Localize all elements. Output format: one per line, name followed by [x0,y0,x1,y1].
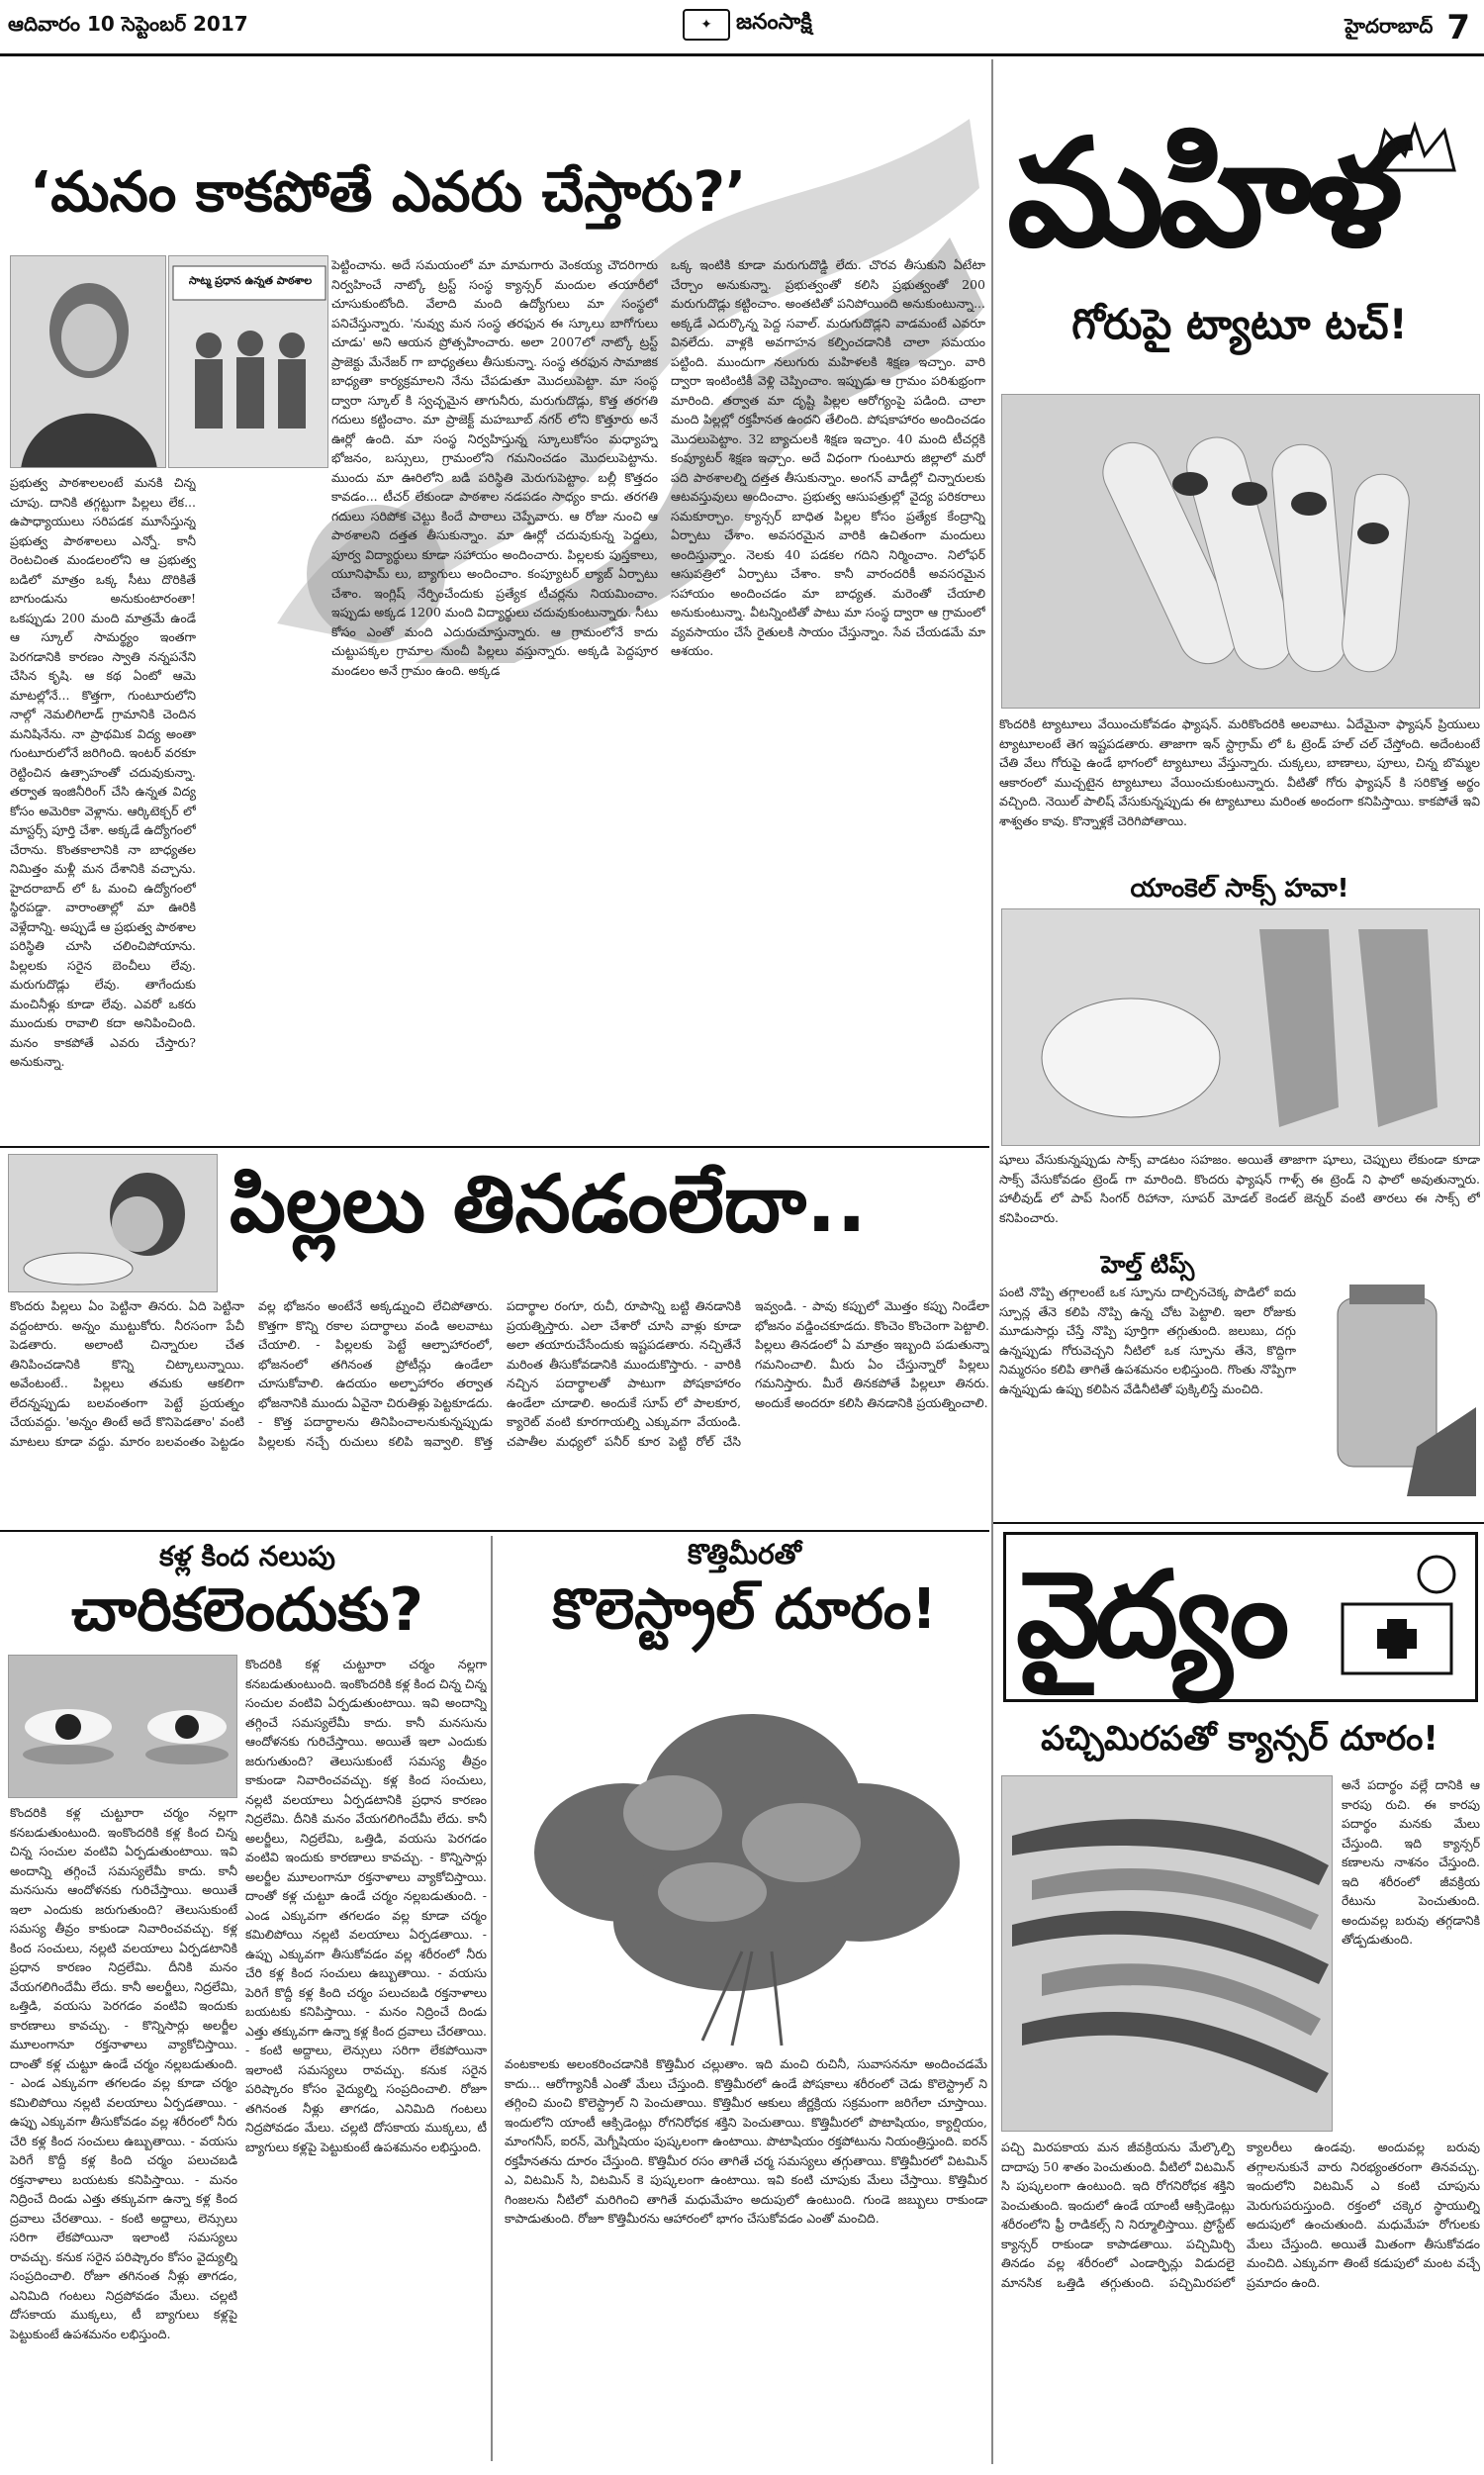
health-tips-headline: హెల్త్ టిప్స్ [1100,1251,1195,1279]
header-city: హైదరాబాద్ [1345,13,1434,38]
hand-nails-icon [1002,395,1480,709]
story3-divider [491,1536,493,2461]
photo-nail-tattoo [1001,394,1480,709]
story4-body: వంటకాలకు అలంకరించడానికి కొత్తిమీర చల్లుతాం. ఇది మంచి రుచినీ, సువాసననూ అందించడమే కాదు... ఆరోగ్యానికీ ఎంతో మేలు చేస్తుంది. కొత్తిమీరలో ఉండే పోషకాలు శరీరంలో చెడు కొలెస్ట్రాల్ ని తగ్గించి మంచి కొలెస్ట్రాల్ ని పెంచుతాయి. కొత్తిమీర ఆకులు జీర్ణక్రియ సక్రమంగా జరిగేలా చూస్తాయి. ఇందులోని యాంటీ ఆక్సిడెంట్లు రోగనిరోధక శక్తిని పెంచుతాయి. కొత్తిమీరలో పొటాషియం, క్యాల్షియం, మాంగనీస్, ఐరన్, మెగ్నీషియం పుష్కలంగా ఉంటాయి. పొటాషియం రక్తపోటును నియంత్రిస్తుంది. ఐరన్ రక్తహీనతను దూరం చేస్తుంది. కొత్తిమీర రసం తాగితే చర్మ సమస్యలు తగ్గుతాయి. కొత్తిమీరలో విటమిన్ ఎ, విటమిన్ సి, విటమిన్ కె పుష్కలంగా ఉంటాయి. ఇవి కంటి చూపుకు మేలు చేస్తాయి. కొత్తిమీర గింజలను నీటిలో మరిగించి తాగితే మధుమేహం అదుపులో ఉంటుంది. గుండె జబ్బులు రాకుండా కాపాడుతుంది. రోజూ కొత్తిమీరను ఆహారంలో భాగం చేసుకోవడం ఎంతో మంచిది. [505,2056,987,2226]
mahila-caption: కొందరికి ట్యాటూలు వేయించుకోవడం ఫ్యాషన్. మరికొందరికి అలవాటు. ఏదేమైనా ఫ్యాషన్ ప్రియులు ట్యాటూలంటే తెగ ఇష్టపడతారు. తాజాగా ఇన్ స్టాగ్రామ్ లో ఓ ట్రెండ్ హల్ చల్ చేస్తోంది. అదేంటంటే చేతి వేలు గోరుపై ఉండే భాగంలో ట్యాటూలు వేస్తున్నారు. చుక్కలు, బాణాలు, పూలు, చిన్న బొమ్మల ఆకారంలో ముచ్చటైన ట్యాటూలు వేయించుకుంటున్నారు. వీటితో గోరు ఫ్యాషన్ కి సరికొత్త అర్థం వచ్చింది. నెయిల్ పాలిష్ వేసుకున్నప్పుడు ఈ ట్యాటూలు మరింత అందంగా కనిపిస్తాయి. కాకపోతే ఇవి శాశ్వతం కావు. కొన్నాళ్లకే చెరిగిపోతాయి. [999,716,1480,828]
story2-headline: పిల్లలు తినడంలేదా.. [230,1158,867,1250]
woman-portrait-icon [11,256,166,468]
newspaper-logo [683,6,881,44]
story1-rule [0,1146,989,1148]
coriander-leaves-icon [505,1655,987,2050]
photo-eye-dark-circles [8,1655,237,1798]
story2-rule [0,1530,989,1532]
photo-coriander [505,1655,987,2050]
story3-kicker: కళ్ల కింద నలుపు [159,1540,335,1572]
photo-ankle-socks [1001,908,1480,1146]
newspaper-name: జనంసాక్షి [736,10,812,35]
school-signboard: సాట్మ ప్రధాన ఉన్నత పాఠశాల [188,274,313,287]
child-eating-icon [9,1155,218,1292]
ankle-socks-headline: యాంకెల్ సాక్స్ హవా! [1130,874,1349,904]
vaidyam-masthead: వైద్యం [1016,1545,1284,1684]
story2-body: కొందరు పిల్లలు ఏం పెట్టినా తినరు. ఏది పెట్టినా వద్దంటారు. అన్నం ముట్టుకోరు. నీరసంగా పేచీ పెడతారు. అలాంటి చిన్నారుల చేత తినిపించడానికి కొన్ని చిట్కాలున్నాయి. అవేంటంటే.. పిల్లలు తమకు ఆకలిగా లేదన్నప్పుడు బలవంతంగా పెట్టే ప్రయత్నం చేయవద్దు. 'అన్నం తింటే అదే కొనిపెడతాం' వంటి మాటలు కూడా వద్దు. మారం బలవంతం పెట్టడం వల్ల భోజనం అంటేనే అక్కడ్నుంచి లేచిపోతారు. కొత్తగా కొన్ని రకాల పదార్థాలు వండి అలవాటు చేయాలి. - పిల్లలకు పెట్టే ఆల్పాహారంలో, భోజనంలో తగినంత ప్రోటీన్లు ఉండేలా చూసుకోవాలి. ఉదయం అల్పాహారం తర్వాత భోజనానికి ముందు ఏవైనా చిరుతిళ్లు పెట్టకూడదు. - కొత్త పదార్థాలను తినిపించాలనుకున్నప్పుడు పిల్లలకు నచ్చే రుచులు కలిపి ఇవ్వాలి. కొత్త పదార్థాల రంగూ, రుచీ, రూపాన్ని బట్టి తినడానికి ప్రయత్నిస్తారు. ఎలా చేశారో చూసి వాళ్లు కూడా అలా తయారుచేసేందుకు ఇష్టపడతారు. నచ్చితేనే మరింత తీసుకోవడానికి ముందుకొస్తారు. - వారికి నచ్చిన పదార్థాలతో పాటుగా పోషకాహారం ఉండేలా చూడాలి. అందుకే సూప్ లో పాలకూర, క్యారెట్ వంటి కూరగాయల్ని ఎక్కువగా వేయండి. చపాతీల మధ్యలో పనీర్ కూర పెట్టి రోల్ చేసి ఇవ్వండి. - పావు కప్పులో మొత్తం కప్పు నిండేలా భోజనం వడ్డించకూడదు. కొంచెం కొంచెంగా పెట్టాలి. పిల్లలు తినడంలో ఏ మాత్రం ఇబ్బంది పడుతున్నా గమనించాలి. మీరు ఏం చేస్తున్నారో పిల్లలు గమనిస్తారు. మీరే తినకపోతే పిల్లలూ తినరు. అందుకే అందరూ కలిసి తినడానికి ప్రయత్నించాలి. [10,1298,989,1449]
newspaper-emblem-icon: ✦ [683,9,730,41]
story1-col2: పెట్టించాను. అదే సమయంలో మా మామగారు వెంకయ్య చౌదరిగారు నిర్వహించే నాట్కో ట్రస్ట్ సంస్థ క్యాన్సర్ మందుల తయారీలో చూసుకుంటోంది. వేలాది మంది ఉద్యోగులు మా సంస్థలో పనిచేస్తున్నారు. 'నువ్వు మన సంస్థ తరఫున ఈ స్కూలు బాగోగులు చూడు' అని ఆయన ప్రోత్సహించారు. అలా 2007లో నాట్కో ట్రస్ట్ ప్రాజెక్టు మేనేజర్ గా బాధ్యతలు తీసుకున్నా. సంస్థ తరఫున సామాజిక బాధ్యతా కార్యక్రమాలని నేను చేపడుతూ మొదలుపెట్టా. మా సంస్థ ద్వారా స్కూల్ కి స్వచ్ఛమైన తాగునీరు, మరుగుదొడ్లు, కొత్త తరగతి గదులు కట్టించాం. మా ప్రాజెక్ట్ మహబూబ్ నగర్ లోని కొత్తూరు అనే ఊర్లో ఉంది. మా సంస్థ నిర్వహిస్తున్న స్కూలుకోసం మధ్యాహ్న భోజనం, బస్సులు, గ్రామంలోని గమనించడం మొదలుపెట్టాను. ముందు మా ఊరిలోని బడి పరిస్థితి మెరుగుపెట్టాం. బల్లీ కొత్తదం కావడం... టీచర్ లేకుండా పాఠశాల నడపడం సాధ్యం కాదు. తరగతి గదులు సరిపోక చెట్టు కిందే పాఠాలు చెప్పేవారు. ఆ రోజు నుంచి ఆ పాఠశాలని దత్తత తీసుకున్నాం. మా ఊర్లో చదువుకున్న పెద్దలు, పూర్వ విద్యార్థులు కూడా సహాయం అందించారు. పిల్లలకు పుస్తకాలు, యూనిఫామ్ లు, బ్యాగులు అందించాం. కంప్యూటర్ ల్యాబ్ ఏర్పాటు చేశాం. ఇంగ్లిష్ నేర్పించేందుకు ప్రత్యేక టీచర్లను నియమించాం. ఇప్పుడు అక్కడ 1200 మంది విద్యార్థులు చదువుకుంటున్నారు. సీటు కోసం ఎంతో మంది ఎదురుచూస్తున్నారు. ఆ గ్రామంలోనే కాదు చుట్టుపక్కల గ్రామాల నుంచీ పిల్లలు వస్తున్నారు. అక్కడి పెద్దపూర మండలం అనే గ్రామం ఉంది. అక్కడ [331,257,658,678]
green-chilli-icon [1002,1776,1333,2132]
photo-child-not-eating [8,1154,218,1292]
photo-swathi-portrait [10,255,166,468]
story1-headline: ‘మనం కాకపోతే ఎవరు చేస్తారు?’ [30,160,747,225]
mahila-headline: గోరుపై ట్యాటూ టచ్! [1071,300,1408,348]
vaidyam-side-text: అనే పదార్థం వల్లే దానికి ఆ కారపు రుచి. ఈ కారపు పదార్థం మనకు మేలు చేస్తుంది. ఇది క్యాన్సర్ కణాలను నాశనం చేస్తుంది. ఇది శరీరంలో జీవక్రియ రేటును పెంచుతుంది. అందువల్ల బరువు తగ్గడానికి తోడ్పడుతుంది. [1342,1777,1480,1947]
story1-col3: ఒక్క ఇంటికి కూడా మరుగుదొడ్డి లేదు. చొరవ తీసుకుని ఏటేటా చేర్చాం అనుకున్నా. ప్రభుత్వంతో కలిసి ప్రభుత్వంతో 200 మరుగుదొడ్లు కట్టించాం. అంతటితో పనిపోయింది అనుకుంటున్నా... అక్కడే ఎదుర్కొన్న పెద్ద సవాల్. మరుగుదొడ్లని వాడమంటే ఎవరూ వినలేదు. వాళ్లకి అవగాహన కల్పించడానికి చాలా సమయం పట్టింది. ముందుగా నలుగురు మహిళలకి శిక్షణ ఇచ్చాం. వారి ద్వారా ఇంటింటికీ వెళ్లి చెప్పించాం. ఇప్పుడు ఆ గ్రామం పరిశుభ్రంగా మారింది. తర్వాత మా దృష్టి పిల్లల ఆరోగ్యంపై పడింది. చాలా మంది పిల్లల్లో రక్తహీనత ఉందని తేలింది. పోషకాహారం అందించడం మొదలుపెట్టాం. 32 బ్యాచులకి శిక్షణ ఇచ్చాం. 40 మంది టీచర్లకి కంప్యూటర్ శిక్షణ ఇచ్చాం. అదే విధంగా గుంటూరు జిల్లాలో మరో పది పాఠశాలల్ని దత్తత తీసుకున్నాం. అంగన్ వాడీల్లో చిన్నారులకు ఆటవస్తువులు అందించాం. ప్రభుత్వ ఆసుపత్రుల్లో వైద్య పరికరాలు సమకూర్చాం. క్యాన్సర్ బాధిత పిల్లల కోసం ప్రత్యేక కేంద్రాన్ని ఏర్పాటు చేశాం. అవసరమైన వారికి ఉచితంగా మందులు అందిస్తున్నాం. నెలకు 40 పడకల గదిని నిర్మించాం. నిలోఫర్ ఆసుపత్రిలో ఏర్పాటు చేశాం. కానీ వారందరికీ అవసరమైన సహాయం అందించడం మా బాధ్యత. మరెంతో చేయాలి అనుకుంటున్నా. వీటన్నింటితో పాటు మా సంస్థ ద్వారా ఆ గ్రామంలో వ్యవసాయం చేసే రైతులకి సాయం చేస్తున్నాం. సేవ చేయడమే మా ఆశయం. [671,257,985,658]
vaidyam-masthead-box [1003,1532,1478,1702]
eye-icon [9,1656,237,1798]
header-date: ఆదివారం 10 సెప్టెంబర్ 2017 [8,12,248,36]
health-tips-body: పంటి నొప్పి తగ్గాలంటే ఒక స్పూను దాల్చినచెక్క పొడిలో ఐదు స్పూన్ల తేనె కలిపి నొప్పి ఉన్న చోట పెట్టాలి. ఇలా రోజుకు మూడుసార్లు చేస్తే నొప్పి పూర్తిగా తగ్గుతుంది. జలుబు, దగ్గు ఉన్నప్పుడు గోరువెచ్చని నీటిలో ఒక స్పూను తేనె, కొద్దిగా నిమ్మరసం కలిపి తాగితే ఉపశమనం లభిస్తుంది. గొంతు నొప్పిగా ఉన్నప్పుడు ఉప్పు కలిపిన వేడినీటితో పుక్కిలిస్తే మంచిది. [999,1285,1296,1396]
header-right [1345,8,1470,48]
photo-cinnamon-honey [1298,1249,1480,1512]
ankle-socks-caption: షూలు వేసుకున్నప్పుడు సాక్స్ వాడటం సహజం. అయితే తాజాగా షూలు, చెప్పులు లేకుండా కూడా సాక్స్ వేసుకోవడం ట్రెండ్ గా మారింది. కొందరు ఫ్యాషన్ గాళ్స్ ఈ ట్రెండ్ ని ఫాలో అవుతున్నారు. హాలీవుడ్ లో పాప్ సింగర్ రిహానా, సూపర్ మోడల్ కెండల్ జెన్నర్ వంటి తారలు ఈ సాక్స్ లో కనిపించారు. [999,1152,1480,1225]
header-rule [0,53,1484,56]
crown-icon [1365,121,1464,180]
story3-body-col2: కొందరికి కళ్ల చుట్టూరా చర్మం నల్లగా కనబడుతుంటుంది. ఇంకొందరికి కళ్ల కింద చిన్న చిన్న సంచుల వంటివి ఏర్పడుతుంటాయి. ఇవి అందాన్ని తగ్గించే సమస్యలేమీ కాదు. కానీ మనసును ఆందోళనకు గురిచేస్తాయి. అయితే ఇలా ఎందుకు జరుగుతుంది? తెలుసుకుంటే సమస్య తీవ్రం కాకుండా నివారించవచ్చు. కళ్ల కింద సంచులు, నల్లటి వలయాలు ఏర్పడటానికి ప్రధాన కారణం నిద్రలేమి. దీనికి మనం వేయగలిగిందేమీ లేదు. కానీ అలర్జీలు, నిద్రలేమి, ఒత్తిడి, వయసు పెరగడం వంటివి ఇందుకు కారణాలు కావచ్చు. - కొన్నిసార్లు అలర్జీల మూలంగానూ రక్తనాళాలు వ్యాకోచిస్తాయి. దాంతో కళ్ల చుట్టూ ఉండే చర్మం నల్లబడుతుంది. - ఎండ ఎక్కువగా తగలడం వల్ల కూడా చర్మం కమిలిపోయి నల్లటి వలయాలు ఏర్పడతాయి. - ఉప్పు ఎక్కువగా తీసుకోవడం వల్ల శరీరంలో నీరు చేరి కళ్ల కింద సంచులు ఉబ్బుతాయి. - వయసు పెరిగే కొద్దీ కళ్ల కింది చర్మం పలుచబడి రక్తనాళాలు బయటకు కనిపిస్తాయి. - మనం నిద్రించే దిండు ఎత్తు తక్కువగా ఉన్నా కళ్ల కింద ద్రవాలు చేరతాయి. - కంటి అద్దాలు, లెన్సులు సరిగా లేకపోయినా ఇలాంటి సమస్యలు రావచ్చు. కనుక సరైన పరిష్కారం కోసం వైద్యుల్ని సంప్రదించాలి. రోజూ తగినంత నీళ్లు తాగడం, ఎనిమిది గంటలు నిద్రపోవడం మేలు. చల్లటి దోసకాయ ముక్కలు, టీ బ్యాగులు కళ్లపై పెట్టుకుంటే ఉపశమనం లభిస్తుంది. [245,1657,487,2154]
socks-icon [1002,909,1480,1146]
vaidyam-body: పచ్చి మిరపకాయ మన జీవక్రియను మేల్కొల్పి దాదాపు 50 శాతం పెంచుతుంది. వీటిలో విటమిన్ సి పుష్కలంగా ఉంటుంది. ఇది రోగనిరోధక శక్తిని పెంచుతుంది. ఇందులో ఉండే యాంటీ ఆక్సిడెంట్లు శరీరంలోని ఫ్రీ రాడికల్స్ ని నిర్మూలిస్తాయి. ప్రోస్టేట్ క్యాన్సర్ రాకుండా కాపాడతాయి. పచ్చిమిర్చి తినడం వల్ల శరీరంలో ఎండార్ఫిన్లు విడుదలై మానసిక ఒత్తిడి తగ్గుతుంది. పచ్చిమిరపలో క్యాలరీలు ఉండవు. అందువల్ల బరువు తగ్గాలనుకునే వారు నిరభ్యంతరంగా తినవచ్చు. ఇందులోని విటమిన్ ఎ కంటి చూపును మెరుగుపరుస్తుంది. రక్తంలో చక్కెర స్థాయుల్ని అదుపులో ఉంచుతుంది. మధుమేహ రోగులకు మేలు చేస్తుంది. అయితే మితంగా తీసుకోవడం మంచిది. ఎక్కువగా తింటే కడుపులో మంట వచ్చే ప్రమాదం ఉంది. [1001,2140,1480,2290]
story1-col1: ప్రభుత్వ పాఠశాలలంటే మనకి చిన్న చూపు. దానికి తగ్గట్టుగా పిల్లలు లేక... ఉపాధ్యాయులు సరిపడక మూసేస్తున్న ప్రభుత్వ పాఠశాలలు ఎన్నో. కానీ రెంటచింత మండలంలోని ఆ ప్రభుత్వ బడిలో మాత్రం ఒక్క సీటు దొరికితే బాగుండును అనుకుంటారంతా! ఒకప్పుడు 200 మంది మాత్రమే ఉండే ఆ స్కూల్ సామర్థ్యం ఇంతగా పెరగడానికి కారణం స్వాతి నన్నపనేని చేసిన కృషి. ఆ కథ ఏంటో ఆమె మాటల్లోనే... కొత్తగా, గుంటూరులోని నాల్గో నెమలిగిలాడ్ గ్రామానికి చెందిన మనిషినేను. నా ప్రాథమిక విద్య అంతా గుంటూరులోనే జరిగింది. ఇంటర్ వరకూ రెట్టించిన ఉత్సాహంతో చదువుకున్నా. తర్వాత ఇంజినీరింగ్ చేసి ఉన్నత విద్య కోసం అమెరికా వెళ్లాను. ఆర్కిటెక్చర్ లో మాస్టర్స్ పూర్తి చేశా. అక్కడే ఉద్యోగంలో చేరాను. కొంతకాలానికి నా బాధ్యతల నిమిత్తం మళ్లీ మన దేశానికి వచ్చాను. హైదరాబాద్ లో ఓ మంచి ఉద్యోగంలో స్థిరపడ్డా. వారాంతాల్లో మా ఊరికి వెళ్లేదాన్ని. అప్పుడే ఆ ప్రభుత్వ పాఠశాల పరిస్థితి చూసి చలించిపోయాను. పిల్లలకు సరైన బెంచీలు లేవు. మరుగుదొడ్లు లేవు. తాగేందుకు మంచినీళ్లు కూడా లేవు. ఎవరో ఒకరు ముందుకు రావాలి కదా అనిపించింది. మనం కాకపోతే ఎవరు చేస్తారు? అనుకున్నా. [10,475,196,1069]
story3-body-col1: కొందరికి కళ్ల చుట్టూరా చర్మం నల్లగా కనబడుతుంటుంది. ఇంకొందరికి కళ్ల కింద చిన్న చిన్న సంచుల వంటివి ఏర్పడుతుంటాయి. ఇవి అందాన్ని తగ్గించే సమస్యలేమీ కాదు. కానీ మనసును ఆందోళనకు గురిచేస్తాయి. అయితే ఇలా ఎందుకు జరుగుతుంది? తెలుసుకుంటే సమస్య తీవ్రం కాకుండా నివారించవచ్చు. కళ్ల కింద సంచులు, నల్లటి వలయాలు ఏర్పడటానికి ప్రధాన కారణం నిద్రలేమి. దీనికి మనం వేయగలిగిందేమీ లేదు. కానీ అలర్జీలు, నిద్రలేమి, ఒత్తిడి, వయసు పెరగడం వంటివి ఇందుకు కారణాలు కావచ్చు. - కొన్నిసార్లు అలర్జీల మూలంగానూ రక్తనాళాలు వ్యాకోచిస్తాయి. దాంతో కళ్ల చుట్టూ ఉండే చర్మం నల్లబడుతుంది. - ఎండ ఎక్కువగా తగలడం వల్ల కూడా చర్మం కమిలిపోయి నల్లటి వలయాలు ఏర్పడతాయి. - ఉప్పు ఎక్కువగా తీసుకోవడం వల్ల శరీరంలో నీరు చేరి కళ్ల కింద సంచులు ఉబ్బుతాయి. - వయసు పెరిగే కొద్దీ కళ్ల కింది చర్మం పలుచబడి రక్తనాళాలు బయటకు కనిపిస్తాయి. - మనం నిద్రించే దిండు ఎత్తు తక్కువగా ఉన్నా కళ్ల కింద ద్రవాలు చేరతాయి. - కంటి అద్దాలు, లెన్సులు సరిగా లేకపోయినా ఇలాంటి సమస్యలు రావచ్చు. కనుక సరైన పరిష్కారం కోసం వైద్యుల్ని సంప్రదించాలి. రోజూ తగినంత నీళ్లు తాగడం, ఎనిమిది గంటలు నిద్రపోవడం మేలు. చల్లటి దోసకాయ ముక్కలు, టీ బ్యాగులు కళ్లపై పెట్టుకుంటే ఉపశమనం లభిస్తుంది. [10,1805,237,2341]
vaidyam-headline: పచ్చిమిరపతో క్యాన్సర్ దూరం! [1041,1719,1438,1759]
photo-green-chillies [1001,1775,1333,2132]
honey-jar-icon [1298,1249,1480,1512]
mahila-masthead: మహిళ [1007,106,1398,280]
page-number: 7 [1446,8,1470,48]
medical-kit-icon [1323,1545,1471,1693]
photo-school-children [168,255,328,468]
story4-headline: కొలెస్ట్రాల్ దూరం! [552,1577,937,1642]
section-divider [991,59,993,2464]
story4-kicker: కొత్తిమీరతో [688,1538,801,1571]
mahila-rule [993,1522,1484,1524]
story3-headline: చారికలెందుకు? [70,1575,424,1645]
